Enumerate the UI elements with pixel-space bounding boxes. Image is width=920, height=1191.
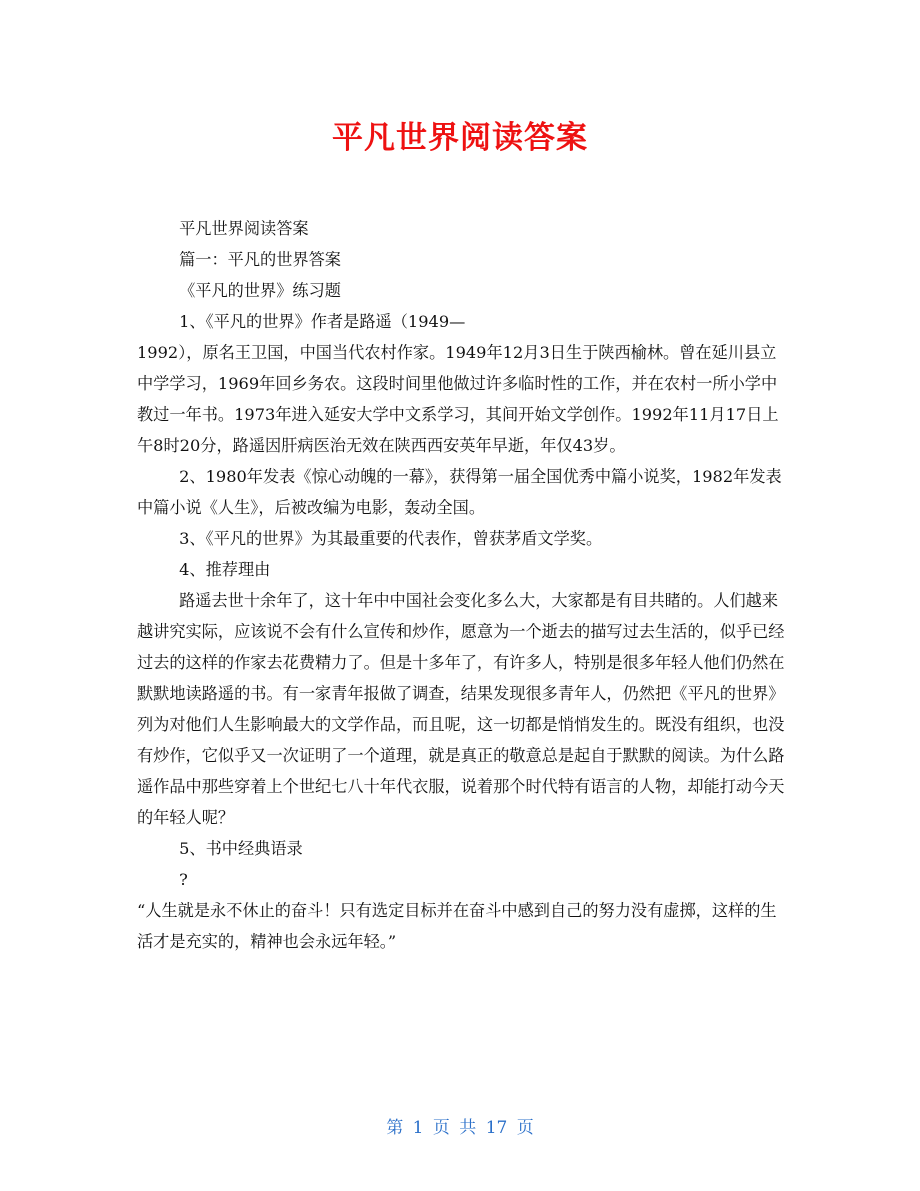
body-paragraph: ? xyxy=(179,870,188,889)
body-paragraph: 1、《平凡的世界》作者是路遥（1949— xyxy=(179,312,466,331)
page-footer: 第 1 页 共 17 页 xyxy=(386,1118,534,1138)
body-paragraph: 1992），原名王卫国，中国当代农村作家。1949年12月3日生于陕西榆林。曾在延川县立中学学习，1969年回乡务农。这段时间里他做过许多临时性的工作，并在农村一所小学中教过一年书。1973年进入延安大学中文系学习，其间开始文学创作。1992年11月17日上午8时20分，路遥因肝病医治无效在陕西西安英年早逝，年仅43岁。 xyxy=(137,343,779,455)
body-paragraph: 2、1980年发表《惊心动魄的一幕》，获得第一届全国优秀中篇小说奖，1982年发表中篇小说《人生》，后被改编为电影，轰动全国。 xyxy=(137,467,782,517)
body-paragraph: 篇一：平凡的世界答案 xyxy=(179,250,341,269)
body-paragraph: 5、书中经典语录 xyxy=(179,839,303,858)
body-paragraph: 《平凡的世界》练习题 xyxy=(179,281,341,300)
body-paragraph: 4、推荐理由 xyxy=(179,560,271,579)
body-paragraph: 平凡世界阅读答案 xyxy=(179,219,309,238)
document-body xyxy=(137,213,787,957)
body-paragraph: 路遥去世十余年了，这十年中中国社会变化多么大，大家都是有目共睹的。人们越来越讲究实际，应该说不会有什么宣传和炒作，愿意为一个逝去的描写过去生活的，似乎已经过去的这样的作家去花费精力了。但是十多年了，有许多人，特别是很多年轻人他们仍然在默默地读路遥的书。有一家青年报做了调查，结果发现很多青年人，仍然把《平凡的世界》列为对他们人生影响最大的文学作品，而且呢，这一切都是悄悄发生的。既没有组织，也没有炒作，它似乎又一次证明了一个道理，就是真正的敬意总是起自于默默的阅读。为什么路遥作品中那些穿着上个世纪七八十年代衣服，说着那个时代特有语言的人物，却能打动今天的年轻人呢？ xyxy=(137,591,785,827)
body-paragraph: 3、《平凡的世界》为其最重要的代表作，曾获茅盾文学奖。 xyxy=(179,529,603,548)
body-paragraph: “人生就是永不休止的奋斗！只有选定目标并在奋斗中感到自己的努力没有虚掷，这样的生活才是充实的，精神也会永远年轻。” xyxy=(137,901,777,951)
document-title: 平凡世界阅读答案 xyxy=(332,120,588,156)
